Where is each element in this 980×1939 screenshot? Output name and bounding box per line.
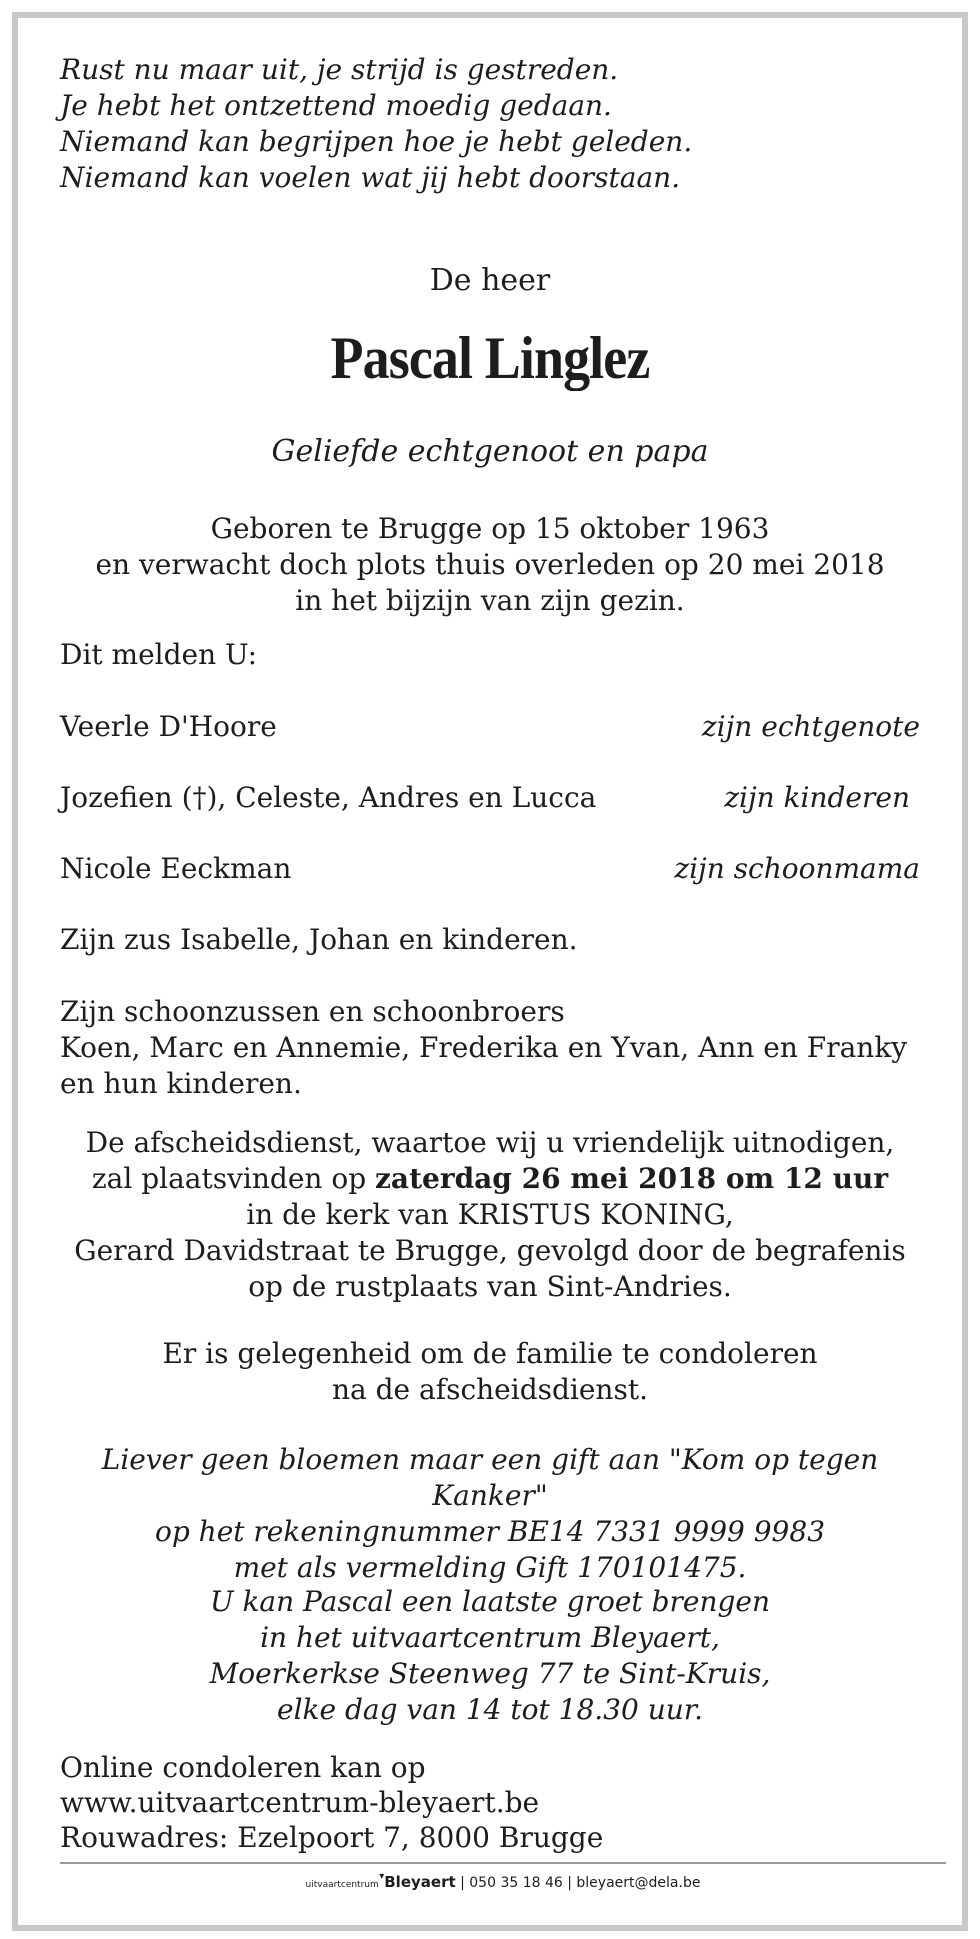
- gift-info: [50, 1442, 930, 1586]
- poem-line: Niemand kan voelen wat jij hebt doorstaan.: [60, 161, 681, 194]
- poem-line: Niemand kan begrijpen hoe je hebt geleden.: [60, 125, 693, 158]
- condolence-line: Er is gelegenheid om de familie te condoleren: [162, 1337, 818, 1370]
- divider: [60, 1862, 946, 1864]
- footer-email[interactable]: bleyaert@dela.be: [576, 1875, 701, 1891]
- birth-line: in het bijzijn van zijn gezin.: [295, 584, 685, 617]
- footer-brand-label: Bleyaert: [384, 1873, 456, 1891]
- in-laws-line: Zijn schoonzussen en schoonbroers: [60, 995, 565, 1028]
- birth-line: en verwacht doch plots thuis overleden op 20 mei 2018: [95, 548, 885, 581]
- sister-line: Zijn zus Isabelle, Johan en kinderen.: [60, 923, 578, 956]
- birth-line: Geboren te Brugge op 15 oktober 1963: [210, 512, 770, 545]
- family-relation: zijn kinderen: [724, 781, 910, 814]
- footer-brand: [379, 1871, 456, 1891]
- gift-line: Liever geen bloemen maar een gift aan "Kom op tegen Kanker": [101, 1443, 879, 1512]
- funeral-line: De afscheidsdienst, waartoe wij u vriendelijk uitnodigen,: [85, 1126, 895, 1159]
- visit-line: elke dag van 14 tot 18.30 uur.: [277, 1693, 703, 1726]
- footer-separator: |: [567, 1875, 572, 1891]
- in-laws-line: Koen, Marc en Annemie, Frederika en Yvan, Ann en Franky: [60, 1031, 908, 1064]
- family-names: Veerle D'Hoore: [60, 710, 277, 743]
- poem-line: Je hebt het ontzettend moedig gedaan.: [60, 89, 612, 122]
- visit-line: Moerkerkse Steenweg 77 te Sint-Kruis,: [209, 1657, 771, 1690]
- funeral-line-prefix: zal plaatsvinden op: [91, 1162, 376, 1195]
- in-laws: [60, 994, 907, 1102]
- family-relation: zijn schoonmama: [674, 852, 920, 885]
- gift-line: met als vermelding Gift 170101475.: [233, 1551, 747, 1584]
- mourning-address: Rouwadres: Ezelpoort 7, 8000 Brugge: [60, 1821, 604, 1854]
- funeral-line: in de kerk van KRISTUS KONING,: [246, 1198, 734, 1231]
- funeral-date: zaterdag 26 mei 2018 om 12 uur: [375, 1162, 889, 1195]
- website-link[interactable]: www.uitvaartcentrum-bleyaert.be: [60, 1786, 540, 1819]
- footer-phone: 050 35 18 46: [469, 1875, 563, 1891]
- footer: [60, 1873, 946, 1894]
- condolence-line: na de afscheidsdienst.: [332, 1373, 648, 1406]
- family-row: [60, 851, 920, 887]
- in-laws-line: en hun kinderen.: [60, 1067, 302, 1100]
- family-names: Nicole Eeckman: [60, 852, 292, 885]
- visit-info: [50, 1584, 930, 1728]
- brand-mark-icon: ▾: [379, 1871, 385, 1882]
- announce-line: Dit melden U:: [60, 638, 258, 671]
- online-info: [60, 1750, 603, 1855]
- poem: [60, 52, 692, 196]
- funeral-line: Gerard Davidstraat te Brugge, gevolgd door de begrafenis: [74, 1234, 906, 1267]
- condolence-info: [50, 1336, 930, 1408]
- visit-line: U kan Pascal een laatste groet brengen: [209, 1585, 771, 1618]
- funeral-info: [50, 1125, 930, 1305]
- visit-line: in het uitvaartcentrum Bleyaert,: [260, 1621, 720, 1654]
- birth-death-info: [50, 511, 930, 619]
- family-names: Jozefien (†), Celeste, Andres en Lucca: [60, 781, 597, 814]
- gift-line: op het rekeningnummer BE14 7331 9999 9983: [154, 1515, 826, 1548]
- family-row: [60, 709, 920, 745]
- deceased-name: Pascal Linglez: [330, 325, 650, 391]
- poem-line: Rust nu maar uit, je strijd is gestreden.: [60, 53, 619, 86]
- family-relation: zijn echtgenote: [701, 710, 920, 743]
- subtitle: Geliefde echtgenoot en papa: [271, 434, 709, 469]
- footer-separator: |: [460, 1875, 465, 1891]
- family-row: [60, 780, 920, 816]
- footer-prefix: uitvaartcentrum: [305, 1880, 379, 1890]
- honorific: De heer: [429, 263, 551, 298]
- online-line: Online condoleren kan op: [60, 1751, 426, 1784]
- funeral-line: op de rustplaats van Sint-Andries.: [248, 1270, 732, 1303]
- funeral-date-line: [50, 1161, 930, 1197]
